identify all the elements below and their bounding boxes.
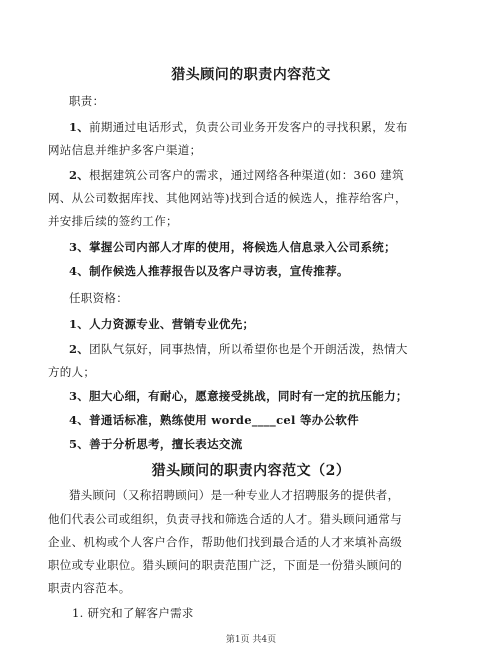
qualification-2-number: 2、 bbox=[69, 342, 90, 356]
duty-1-number: 1、 bbox=[69, 120, 90, 134]
list-item-1: 1. 研究和了解客户需求 bbox=[72, 606, 194, 620]
qualification-2-line-2: 方的人； bbox=[48, 365, 96, 379]
duty-1-line-2: 网站信息并维护多客户渠道； bbox=[48, 143, 202, 157]
paragraph-line-4: 职位或专业职位。猎头顾问的职责范围广泛，下面是一份猎头顾问的 bbox=[48, 558, 402, 572]
paragraph-line-1: 猎头顾问（又称招聘顾问）是一种专业人才招聘服务的提供者， bbox=[69, 488, 400, 502]
section-2-title: 猎头顾问的职责内容范文（2） bbox=[151, 463, 351, 479]
duty-2-text: 根据建筑公司客户的需求，通过网络各种渠道(如：360 建筑 bbox=[89, 168, 404, 182]
duty-2-line-2: 网、从公司数据库找、其他网站等)找到合适的候选人，推荐给客户， bbox=[48, 191, 407, 205]
document-title: 猎头顾问的职责内容范文 bbox=[171, 67, 331, 83]
duties-label: 职责： bbox=[69, 94, 105, 108]
page-footer: 第1页 共4页 bbox=[225, 635, 277, 645]
duty-2-line-1 bbox=[69, 167, 404, 183]
qualification-3: 3、胆大心细，有耐心，愿意接受挑战，同时有一定的抗压能力； bbox=[69, 389, 408, 403]
qualification-4: 4、普通话标准，熟练使用 worde____cel 等办公软件 bbox=[69, 413, 359, 427]
qualification-1: 1、人力资源专业、营销专业优先； bbox=[69, 317, 255, 331]
paragraph-line-3: 企业、机构或个人客户合作，帮助他们找到最合适的人才来填补高级 bbox=[48, 535, 402, 549]
duty-3: 3、掌握公司内部人才库的使用，将候选人信息录入公司系统； bbox=[69, 240, 396, 254]
paragraph-line-2: 他们代表公司或组织，负责寻找和筛选合适的人才。猎头顾问通常与 bbox=[48, 512, 402, 526]
duty-2-number: 2、 bbox=[69, 168, 90, 182]
qualifications-label: 任职资格： bbox=[69, 291, 128, 305]
paragraph-line-5: 职责内容范本。 bbox=[48, 581, 131, 595]
duty-1-line-1 bbox=[69, 119, 408, 135]
duty-2-line-3: 并安排后续的签约工作； bbox=[48, 214, 178, 228]
qualification-2-line-1 bbox=[69, 341, 408, 357]
qualification-2-text: 团队气氛好，同事热情，所以希望你也是个开朗活泼，热情大 bbox=[89, 342, 408, 356]
duty-4: 4、制作候选人推荐报告以及客户寻访表，宣传推荐。 bbox=[69, 264, 349, 278]
duty-1-text: 前期通过电话形式，负责公司业务开发客户的寻找积累，发布 bbox=[89, 120, 408, 134]
qualification-5: 5、善于分析思考，擅长表达交流 bbox=[69, 437, 243, 451]
